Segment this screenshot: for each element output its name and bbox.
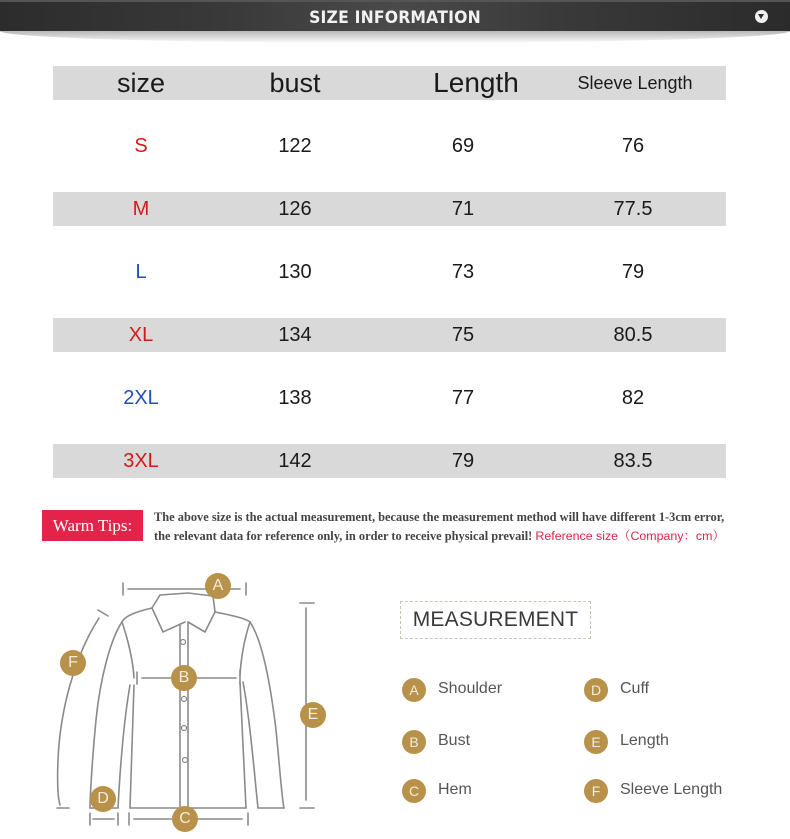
marker-a: A (205, 573, 231, 599)
sleeve-length-cell: 79 (621, 261, 645, 283)
reference-size-note: Reference size（Company：cm） (535, 529, 725, 543)
marker-d: D (90, 786, 116, 812)
column-header-bust: bust (269, 68, 321, 98)
size-table (53, 66, 726, 478)
size-cell: XL (128, 324, 154, 346)
marker-e: E (300, 702, 326, 728)
chevron-down-circle-icon[interactable] (755, 10, 768, 23)
length-cell: 77 (451, 387, 475, 409)
bust-cell: 134 (278, 324, 312, 346)
length-cell: 75 (451, 324, 475, 346)
legend-label: Cuff (620, 680, 650, 697)
letter-e-icon: E (584, 730, 608, 754)
size-cell: 3XL (123, 450, 159, 472)
letter-c-icon: C (402, 779, 426, 803)
sleeve-length-cell: 80.5 (613, 324, 653, 346)
shirt-outline-icon (30, 560, 360, 839)
table-row (53, 381, 726, 415)
legend-label: Hem (438, 781, 472, 798)
warm-tips-line-2-text: the relevant data for reference only, in order to receive physical prevail! (154, 529, 533, 543)
bust-cell: 126 (278, 198, 312, 220)
letter-b-icon: B (402, 730, 426, 754)
warm-tips-badge: Warm Tips: (42, 510, 143, 541)
measurement-title: MEASUREMENT (400, 601, 591, 639)
letter-a-icon: A (402, 678, 426, 702)
table-row (53, 192, 726, 226)
bust-cell: 122 (278, 135, 312, 157)
bust-cell: 138 (278, 387, 312, 409)
warm-tips-line-1: The above size is the actual measurement, because the measurement method will have different 1-3cm error, (154, 510, 725, 524)
sleeve-length-cell: 83.5 (613, 450, 653, 472)
table-row (53, 318, 726, 352)
legend-label: Sleeve Length (620, 781, 723, 798)
length-cell: 69 (451, 135, 475, 157)
sleeve-length-cell: 77.5 (613, 198, 653, 220)
bust-cell: 130 (278, 261, 312, 283)
letter-d-icon: D (584, 678, 608, 702)
legend-label: Length (620, 732, 669, 749)
length-cell: 73 (451, 261, 475, 283)
table-row (53, 129, 726, 163)
column-header-sleeve-length: Sleeve Length (577, 73, 693, 93)
column-header-length: Length (433, 67, 519, 98)
legend-label: Shoulder (438, 680, 503, 697)
section-title: SIZE INFORMATION (309, 8, 481, 28)
marker-f: F (60, 650, 86, 676)
shirt-measurement-diagram (30, 560, 360, 839)
warm-tips-line-2 (154, 527, 784, 546)
size-cell: M (132, 198, 150, 220)
length-cell: 71 (451, 198, 475, 220)
size-cell: L (135, 261, 147, 283)
bust-cell: 142 (278, 450, 312, 472)
size-cell: S (134, 135, 148, 157)
table-header-row (53, 66, 726, 100)
table-row (53, 255, 726, 289)
header-shadow (0, 31, 790, 43)
column-header-size: size (116, 68, 165, 98)
table-row (53, 444, 726, 478)
sleeve-length-cell: 76 (621, 135, 645, 157)
letter-f-icon: F (584, 779, 608, 803)
size-cell: 2XL (123, 387, 159, 409)
section-header (0, 0, 790, 31)
marker-c: C (172, 806, 198, 832)
length-cell: 79 (451, 450, 475, 472)
marker-b: B (171, 665, 197, 691)
legend-label: Bust (438, 732, 471, 749)
warm-tips-text (154, 508, 784, 546)
sleeve-length-cell: 82 (621, 387, 645, 409)
